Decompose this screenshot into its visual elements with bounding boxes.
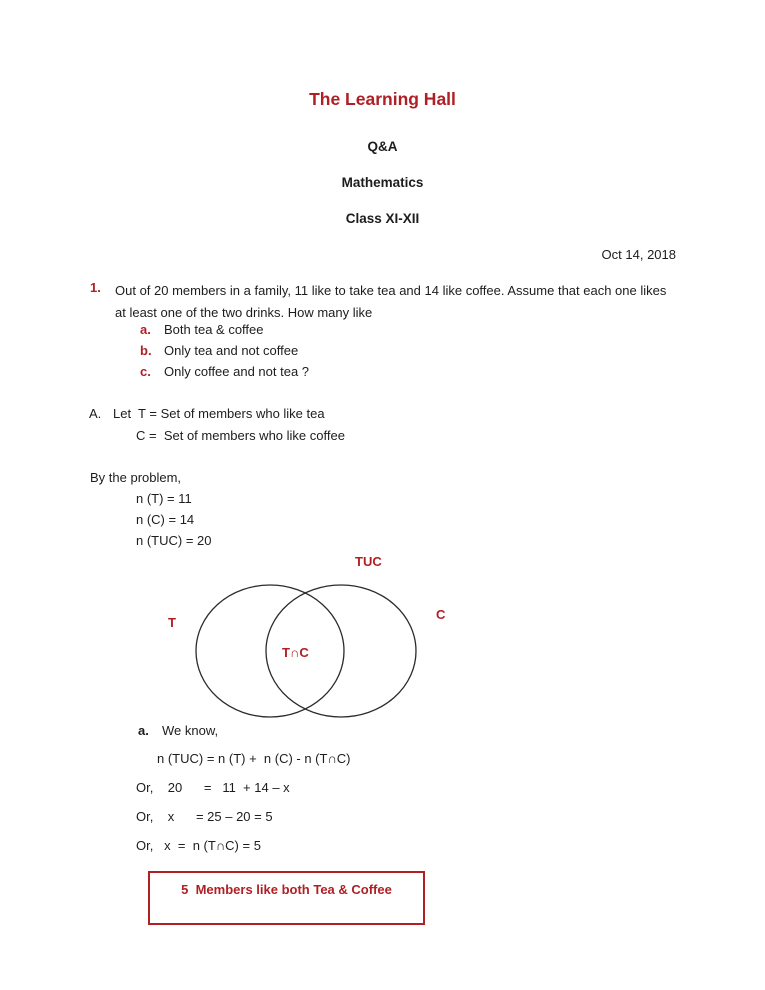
question-number: 1.: [90, 280, 101, 295]
premise-intro: By the problem,: [90, 470, 182, 485]
solution-formula: n (TUC) = n (T) + n (C) - n (T∩C): [157, 751, 351, 766]
venn-universe-label: TUC: [355, 554, 382, 569]
question-item-marker: c.: [140, 364, 151, 379]
venn-left-circle: [196, 585, 344, 717]
solution-intro: We know,: [162, 723, 219, 738]
question-item-text: Both tea & coffee: [164, 322, 264, 337]
question-item-text: Only tea and not coffee: [164, 343, 299, 358]
doc-subtitle-qa: Q&A: [367, 139, 398, 154]
question-item-text: Only coffee and not tea ?: [164, 364, 310, 379]
venn-intersection-label: T∩C: [282, 645, 309, 660]
fact-line: n (T) = 11: [136, 491, 192, 506]
venn-right-label: C: [436, 607, 446, 622]
result-text: 5 Members like both Tea & Coffee: [181, 882, 392, 897]
doc-class: Class XI-XII: [345, 211, 420, 226]
fact-line: n (TUC) = 20: [136, 533, 212, 548]
doc-title: The Learning Hall: [309, 89, 456, 109]
solution-part-marker: a.: [138, 723, 149, 738]
solution-step: Or, x = n (T∩C) = 5: [136, 838, 261, 853]
venn-left-label: T: [168, 615, 176, 630]
question-text: Out of 20 members in a family, 11 like to take tea and 14 like coffee. Assume that each one likes at least one of the two drinks. How many like: [115, 283, 667, 320]
answer-label: A.: [89, 406, 102, 421]
question-item-marker: b.: [140, 343, 152, 358]
definition-c: C = Set of members who like coffee: [136, 428, 345, 443]
doc-date: Oct 14, 2018: [601, 247, 676, 262]
solution-step: Or, 20 = 11 + 14 – x: [136, 780, 290, 795]
solution-step: Or, x = 25 – 20 = 5: [136, 809, 273, 824]
doc-subject: Mathematics: [341, 175, 424, 190]
fact-line: n (C) = 14: [136, 512, 195, 527]
question-item-marker: a.: [140, 322, 151, 337]
definition-t: Let T = Set of members who like tea: [113, 406, 325, 421]
result-box: [148, 871, 425, 925]
